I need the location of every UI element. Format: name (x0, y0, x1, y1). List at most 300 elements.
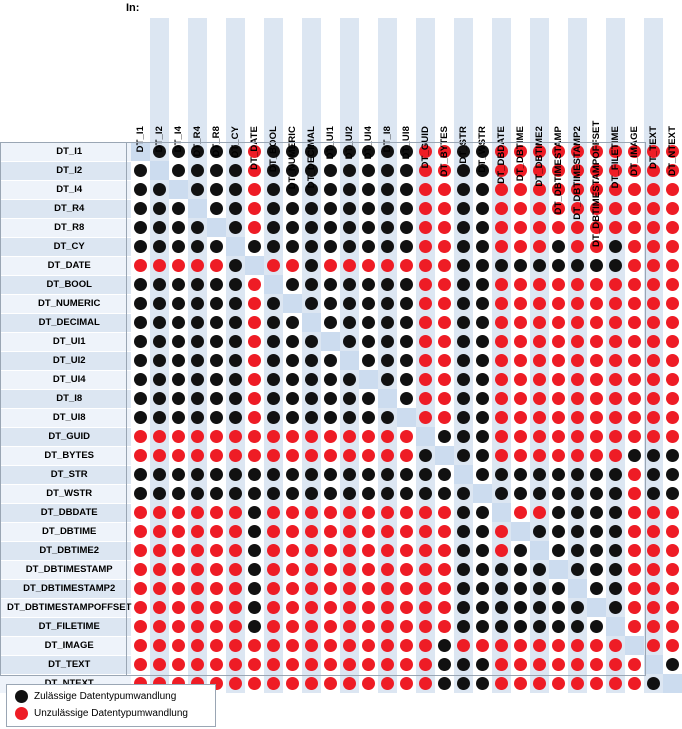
red-dot-icon (495, 297, 508, 310)
matrix-cell (416, 275, 435, 294)
matrix-cell (587, 313, 606, 332)
red-dot-icon (400, 658, 413, 671)
matrix-cell (245, 389, 264, 408)
matrix-cell (359, 484, 378, 503)
matrix-cell (416, 446, 435, 465)
black-dot-icon (191, 392, 204, 405)
black-dot-icon (609, 487, 622, 500)
matrix-cell (245, 636, 264, 655)
red-dot-icon (590, 297, 603, 310)
black-dot-icon (381, 468, 394, 481)
red-dot-icon (134, 601, 147, 614)
black-dot-icon (305, 487, 318, 500)
red-dot-icon (381, 639, 394, 652)
red-dot-icon (305, 677, 318, 690)
matrix-cell (283, 541, 302, 560)
matrix-cell (530, 674, 549, 693)
black-dot-icon (381, 297, 394, 310)
matrix-cell (226, 332, 245, 351)
matrix-cell (568, 408, 587, 427)
red-dot-icon (191, 525, 204, 538)
red-dot-icon (210, 430, 223, 443)
red-dot-icon (210, 639, 223, 652)
red-dot-icon (571, 335, 584, 348)
matrix-cell (131, 522, 150, 541)
red-dot-icon (286, 430, 299, 443)
red-dot-icon (647, 354, 660, 367)
matrix-cell (207, 389, 226, 408)
red-dot-icon (324, 677, 337, 690)
black-dot-icon (647, 487, 660, 500)
red-dot-icon (495, 354, 508, 367)
red-dot-icon (305, 563, 318, 576)
matrix-cell (302, 522, 321, 541)
matrix-cell (359, 408, 378, 427)
matrix-cell (397, 408, 416, 427)
black-dot-icon (457, 259, 470, 272)
matrix-cell (245, 579, 264, 598)
red-dot-icon (628, 601, 641, 614)
black-dot-icon (514, 487, 527, 500)
matrix-cell (321, 313, 340, 332)
red-dot-icon (514, 392, 527, 405)
red-dot-icon (400, 544, 413, 557)
black-dot-icon (267, 373, 280, 386)
matrix-cell (435, 636, 454, 655)
black-dot-icon (248, 601, 261, 614)
black-dot-icon (305, 335, 318, 348)
matrix-cell (226, 256, 245, 275)
matrix-cell (378, 503, 397, 522)
red-dot-icon (343, 430, 356, 443)
matrix-cell (435, 408, 454, 427)
table-row (0, 465, 682, 484)
matrix-cell (207, 332, 226, 351)
red-dot-icon (172, 506, 185, 519)
matrix-cell (587, 579, 606, 598)
matrix-cell (321, 579, 340, 598)
red-dot-icon (666, 563, 679, 576)
matrix-cell (321, 503, 340, 522)
matrix-cell (340, 465, 359, 484)
matrix-cell (644, 674, 663, 693)
red-dot-icon (172, 449, 185, 462)
row-header-dt-ui2: DT_UI2 (0, 351, 131, 370)
matrix-cell (606, 503, 625, 522)
red-dot-icon (400, 582, 413, 595)
black-dot-icon (457, 677, 470, 690)
black-dot-icon (305, 392, 318, 405)
matrix-cell (207, 655, 226, 674)
matrix-cell (264, 408, 283, 427)
red-dot-icon (419, 354, 432, 367)
black-dot-icon (514, 468, 527, 481)
red-dot-icon (533, 335, 546, 348)
red-dot-icon (514, 658, 527, 671)
red-dot-icon (381, 544, 394, 557)
black-dot-icon (590, 582, 603, 595)
matrix-cell (454, 313, 473, 332)
black-dot-icon (609, 601, 622, 614)
red-dot-icon (628, 658, 641, 671)
matrix-cell (340, 313, 359, 332)
matrix-cell (264, 674, 283, 693)
matrix-cell (606, 427, 625, 446)
red-dot-icon (552, 354, 565, 367)
red-dot-icon (628, 373, 641, 386)
matrix-cell (587, 446, 606, 465)
matrix-cell (473, 408, 492, 427)
red-dot-icon (438, 316, 451, 329)
red-dot-icon (419, 259, 432, 272)
red-dot-icon (153, 582, 166, 595)
matrix-cell (150, 313, 169, 332)
red-dot-icon (229, 601, 242, 614)
matrix-cell (397, 522, 416, 541)
matrix-cell (606, 598, 625, 617)
matrix-cell (378, 560, 397, 579)
matrix-cell (416, 503, 435, 522)
matrix-cell (663, 446, 682, 465)
black-dot-icon (324, 411, 337, 424)
red-dot-icon (248, 297, 261, 310)
matrix-cell (568, 560, 587, 579)
red-dot-icon (552, 639, 565, 652)
matrix-cell (207, 370, 226, 389)
matrix-cell (264, 598, 283, 617)
black-dot-icon (134, 392, 147, 405)
matrix-cell (606, 294, 625, 313)
matrix-cell (264, 465, 283, 484)
matrix-cell (264, 370, 283, 389)
matrix-cell (530, 275, 549, 294)
table-row (0, 370, 682, 389)
red-dot-icon (419, 278, 432, 291)
black-dot-icon (571, 468, 584, 481)
matrix-cell (435, 370, 454, 389)
red-dot-icon (400, 677, 413, 690)
black-dot-icon (571, 563, 584, 576)
black-dot-icon (381, 487, 394, 500)
matrix-cell (340, 617, 359, 636)
matrix-cell (644, 427, 663, 446)
matrix-cell (606, 484, 625, 503)
matrix-cell (416, 294, 435, 313)
red-dot-icon (628, 582, 641, 595)
matrix-cell (511, 275, 530, 294)
column-header-label: DT_STR (458, 126, 470, 164)
red-dot-icon (153, 601, 166, 614)
matrix-cell (340, 598, 359, 617)
column-header-label: DT_UI8 (401, 126, 413, 160)
red-dot-icon (267, 582, 280, 595)
black-dot-icon (191, 373, 204, 386)
matrix-cell (150, 541, 169, 560)
matrix-cell (530, 427, 549, 446)
red-dot-icon (628, 354, 641, 367)
black-dot-icon (457, 335, 470, 348)
matrix-cell (435, 389, 454, 408)
matrix-cell (473, 674, 492, 693)
matrix-cell (606, 408, 625, 427)
red-dot-icon (666, 297, 679, 310)
black-dot-icon (305, 278, 318, 291)
matrix-cell (226, 408, 245, 427)
matrix-cell (378, 674, 397, 693)
black-dot-icon (153, 354, 166, 367)
matrix-cell (302, 275, 321, 294)
matrix-cell (663, 370, 682, 389)
black-dot-icon (343, 487, 356, 500)
row-header-dt-decimal: DT_DECIMAL (0, 313, 131, 332)
black-dot-icon (571, 620, 584, 633)
matrix-cell (625, 484, 644, 503)
black-dot-icon (343, 392, 356, 405)
red-dot-icon (191, 620, 204, 633)
black-dot-icon (590, 487, 603, 500)
matrix-cell (625, 256, 644, 275)
black-dot-icon (343, 297, 356, 310)
matrix-cell (359, 522, 378, 541)
black-dot-icon (571, 259, 584, 272)
red-dot-icon (438, 601, 451, 614)
matrix-cell (454, 636, 473, 655)
matrix-cell (549, 370, 568, 389)
matrix-cell (302, 503, 321, 522)
matrix-cell (492, 560, 511, 579)
matrix-cell (435, 256, 454, 275)
red-dot-icon (324, 259, 337, 272)
black-dot-icon (267, 335, 280, 348)
black-dot-icon (362, 297, 375, 310)
matrix-cell (131, 275, 150, 294)
black-dot-icon (666, 487, 679, 500)
matrix-cell (283, 427, 302, 446)
matrix-cell (511, 522, 530, 541)
black-dot-icon (343, 278, 356, 291)
matrix-cell (454, 503, 473, 522)
red-dot-icon (495, 278, 508, 291)
black-dot-icon (571, 525, 584, 538)
matrix-cell (207, 636, 226, 655)
matrix-cell (131, 465, 150, 484)
black-dot-icon (514, 563, 527, 576)
matrix-cell (283, 313, 302, 332)
red-dot-icon (286, 259, 299, 272)
red-dot-icon (343, 639, 356, 652)
black-dot-icon (590, 525, 603, 538)
matrix-cell (606, 313, 625, 332)
matrix-cell (397, 560, 416, 579)
black-dot-icon (343, 373, 356, 386)
row-header-dt-dbtime: DT_DBTIME (0, 522, 131, 541)
matrix-cell (606, 541, 625, 560)
red-dot-icon (609, 411, 622, 424)
matrix-cell (530, 370, 549, 389)
matrix-cell (625, 427, 644, 446)
red-dot-icon (267, 601, 280, 614)
matrix-cell (226, 617, 245, 636)
red-dot-icon (514, 354, 527, 367)
red-dot-icon (647, 392, 660, 405)
red-dot-icon (248, 411, 261, 424)
red-dot-icon (134, 544, 147, 557)
black-dot-icon (286, 487, 299, 500)
black-dot-icon (457, 297, 470, 310)
matrix-cell (188, 617, 207, 636)
red-dot-icon (628, 487, 641, 500)
red-dot-icon (628, 563, 641, 576)
matrix-cell (245, 351, 264, 370)
column-header-dt-image (625, 18, 644, 176)
matrix-cell (321, 389, 340, 408)
red-dot-icon (343, 582, 356, 595)
black-dot-icon (571, 601, 584, 614)
matrix-cell (416, 484, 435, 503)
matrix-cell (454, 294, 473, 313)
black-dot-icon (229, 335, 242, 348)
black-dot-icon (438, 639, 451, 652)
row-header-dt-dbtime2: DT_DBTIME2 (0, 541, 131, 560)
red-dot-icon (647, 430, 660, 443)
red-dot-icon (609, 658, 622, 671)
matrix-cell (264, 636, 283, 655)
red-dot-icon (628, 392, 641, 405)
matrix-cell (378, 465, 397, 484)
matrix-cell (150, 351, 169, 370)
red-dot-icon (609, 278, 622, 291)
table-row (0, 332, 682, 351)
matrix-cell (473, 541, 492, 560)
red-dot-icon (286, 677, 299, 690)
matrix-cell (435, 313, 454, 332)
red-dot-icon (419, 544, 432, 557)
table-row (0, 522, 682, 541)
matrix-cell (644, 294, 663, 313)
red-dot-icon (533, 354, 546, 367)
matrix-cell (435, 560, 454, 579)
matrix-cell (644, 541, 663, 560)
red-dot-icon (400, 259, 413, 272)
red-dot-icon (571, 278, 584, 291)
red-dot-icon (647, 335, 660, 348)
matrix-cell (207, 408, 226, 427)
black-dot-icon (210, 316, 223, 329)
red-dot-icon (362, 525, 375, 538)
matrix-cell (587, 674, 606, 693)
red-dot-icon (210, 525, 223, 538)
matrix-cell (416, 351, 435, 370)
matrix-cell (606, 351, 625, 370)
red-dot-icon (305, 620, 318, 633)
matrix-cell (397, 598, 416, 617)
matrix-cell (340, 351, 359, 370)
matrix-cell (245, 560, 264, 579)
black-dot-icon (248, 544, 261, 557)
matrix-cell (340, 275, 359, 294)
black-dot-icon (229, 392, 242, 405)
matrix-cell (397, 636, 416, 655)
matrix-cell (644, 408, 663, 427)
matrix-cell (587, 541, 606, 560)
matrix-cell (606, 674, 625, 693)
matrix-cell (530, 294, 549, 313)
matrix-cell (454, 579, 473, 598)
table-row (0, 503, 682, 522)
red-dot-icon (666, 544, 679, 557)
matrix-cell (283, 484, 302, 503)
column-header-label: DT_DBTIMESTAMP2 (572, 126, 584, 220)
matrix-cell (549, 351, 568, 370)
black-dot-icon (191, 354, 204, 367)
red-dot-icon (343, 563, 356, 576)
black-dot-icon (457, 392, 470, 405)
red-dot-icon (666, 582, 679, 595)
red-dot-icon (590, 677, 603, 690)
matrix-cell (435, 541, 454, 560)
black-dot-icon (400, 487, 413, 500)
red-dot-icon (476, 639, 489, 652)
matrix-cell (359, 636, 378, 655)
column-header-dt-dbtime (511, 18, 530, 182)
column-header-dt-dbtimestamp2 (568, 18, 587, 220)
red-dot-icon (419, 297, 432, 310)
matrix-cell (264, 256, 283, 275)
black-dot-icon (400, 278, 413, 291)
matrix-cell (131, 313, 150, 332)
matrix-cell (131, 332, 150, 351)
black-dot-icon (324, 316, 337, 329)
red-dot-icon (305, 430, 318, 443)
row-header-dt-i2: DT_I2 (0, 161, 131, 180)
matrix-cell (226, 598, 245, 617)
black-dot-icon (229, 316, 242, 329)
red-dot-icon (514, 677, 527, 690)
column-header-label: DT_DATE (249, 126, 261, 170)
red-dot-icon (343, 677, 356, 690)
red-dot-icon (229, 582, 242, 595)
black-dot-icon (457, 506, 470, 519)
matrix-cell (549, 427, 568, 446)
black-dot-icon (153, 392, 166, 405)
matrix-cell (663, 560, 682, 579)
black-dot-icon (495, 259, 508, 272)
matrix-cell (397, 294, 416, 313)
black-dot-icon (514, 259, 527, 272)
matrix-cell (169, 465, 188, 484)
matrix-cell (492, 370, 511, 389)
black-dot-icon (286, 278, 299, 291)
row-header-dt-date: DT_DATE (0, 256, 131, 275)
matrix-cell (568, 674, 587, 693)
column-header-label: DT_UI2 (344, 126, 356, 160)
matrix-cell (473, 636, 492, 655)
matrix-cell (321, 560, 340, 579)
red-dot-icon (590, 658, 603, 671)
matrix-cell (663, 465, 682, 484)
table-row (0, 446, 682, 465)
black-dot-icon (362, 487, 375, 500)
matrix-cell (188, 427, 207, 446)
matrix-cell (245, 465, 264, 484)
matrix-cell (321, 256, 340, 275)
red-dot-icon (419, 506, 432, 519)
matrix-header-row (0, 18, 682, 142)
matrix-cell (435, 446, 454, 465)
red-dot-icon (419, 563, 432, 576)
red-dot-icon (400, 430, 413, 443)
matrix-cell (587, 484, 606, 503)
